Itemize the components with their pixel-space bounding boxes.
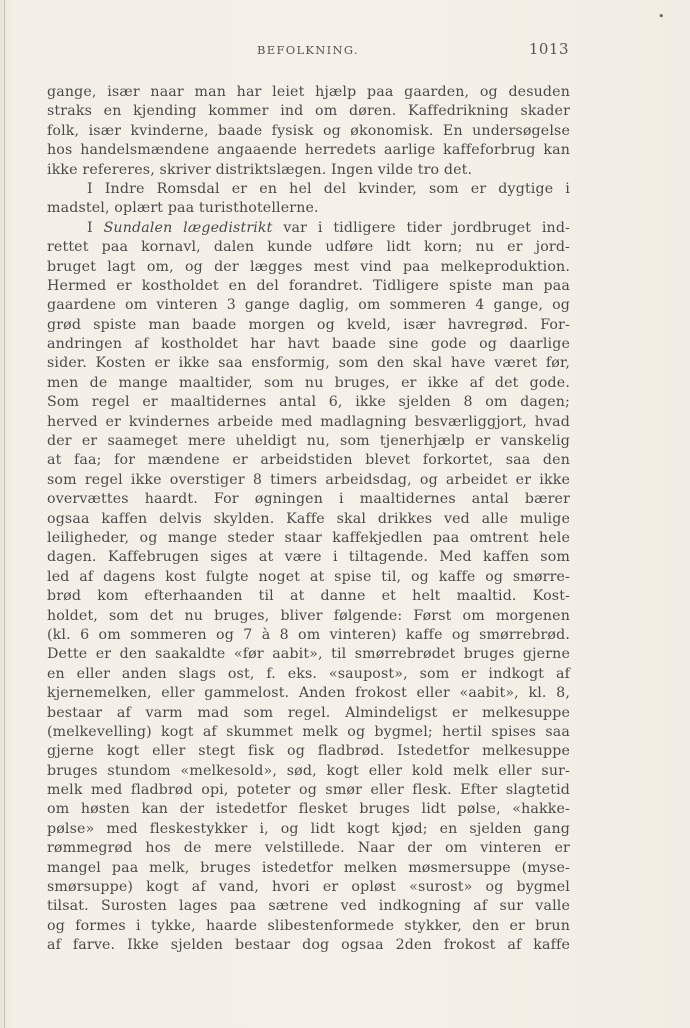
- text-line: af farve. Ikke sjelden bestaar dog ogsaa 2den frokost af kaffe: [47, 937, 570, 954]
- text-line: der er saameget mere uheldigt nu, som tjenerhjælp er vanskelig: [47, 433, 570, 450]
- text-line: leiligheder, og mange steder staar kaffekjedlen paa omtrent hele: [47, 529, 570, 546]
- text-line: om høsten kan der istedetfor flesket bruges lidt pølse, «hakke-: [47, 801, 570, 818]
- text-line: gange, især naar man har leiet hjælp paa gaarden, og desuden: [47, 84, 570, 100]
- text-line: madstel, oplært paa turisthotellerne.: [47, 200, 319, 217]
- text-line-segment: var i tidligere tider jordbruget ind-: [272, 219, 571, 236]
- text-line: ogsaa kaffen delvis skylden. Kaffe skal drikkes ved alle mulige: [47, 510, 570, 527]
- text-line: og formes i tykke, haarde slibestenformede stykker, den er brun: [47, 917, 570, 934]
- text-line: som regel ikke overstiger 8 timers arbeidsdag, og arbeidet er ikke: [47, 471, 570, 488]
- body-text: [47, 83, 570, 956]
- text-line: en eller anden slags ost, f. eks. «saupost», som er indkogt af: [47, 665, 570, 682]
- text-line: gaardene om vinteren 3 gange daglig, om sommeren 4 gange, og: [47, 297, 570, 314]
- text-line: bruges stundom «melkesold», sød, kogt eller kold melk eller sur-: [47, 762, 570, 779]
- text-line: Dette er den saakaldte «før aabit», til smørrebrødet bruges gjerne: [47, 646, 570, 663]
- text-line: gjerne kogt eller stegt fisk og fladbrød. Istedetfor melkesuppe: [47, 743, 570, 760]
- running-head: BEFOLKNING.: [257, 43, 359, 57]
- text-line: herved er kvindernes arbeide med madlagning besværliggjort, hvad: [47, 413, 570, 430]
- text-line: led af dagens kost fulgte noget at spise til, og kaffe og smørre-: [47, 568, 570, 585]
- text-line: folk, især kvinderne, baade fysisk og økonomisk. En undersøgelse: [47, 122, 570, 139]
- text-line: hos handelsmændene angaaende herredets aarlige kaffeforbrug kan: [47, 142, 570, 159]
- text-line: brød kom efterhaanden til at danne et helt maaltid. Kost-: [47, 588, 570, 605]
- text-line: bestaar af varm mad som regel. Almindeligst er melkesuppe: [47, 704, 570, 721]
- page-gutter-edge: [4, 0, 5, 1028]
- corner-mark: •: [658, 10, 665, 23]
- text-line: grød spiste man baade morgen og kveld, især havregrød. For-: [47, 316, 570, 333]
- page-number: 1013: [528, 40, 569, 58]
- text-line: men de mange maaltider, som nu bruges, er ikke af det gode.: [47, 374, 570, 391]
- text-line: I Indre Romsdal er en hel del kvinder, som er dygtige i: [87, 180, 570, 197]
- text-line-segment: I: [87, 219, 104, 236]
- text-line: Som regel er maaltidernes antal 6, ikke sjelden 8 om dagen;: [47, 394, 570, 411]
- text-line: straks en kjending kommer ind om døren. Kaffedrikning skader: [47, 103, 570, 120]
- text-line: tilsat. Surosten lages paa sætrene ved indkogning af sur valle: [47, 898, 570, 915]
- italic-place-name: Sundalen lægedistrikt: [103, 219, 273, 236]
- text-line: bruget lagt om, og der lægges mest vind paa melkeproduktion.: [47, 258, 570, 275]
- text-line: at faa; for mændene er arbeidstiden blevet forkortet, saa den: [47, 452, 570, 469]
- text-line: mangel paa melk, bruges istedetfor melken møsmersuppe (myse-: [47, 859, 570, 876]
- text-line: ikke refereres, skriver distriktslægen. Ingen vilde tro det.: [47, 161, 473, 178]
- text-line: rømmegrød hos de mere velstillede. Naar der om vinteren er: [47, 840, 570, 857]
- text-line: (kl. 6 om sommeren og 7 à 8 om vinteren) kaffe og smørrebrød.: [47, 626, 570, 643]
- text-line: overvættes haardt. For øgningen i maaltidernes antal bærer: [47, 491, 570, 508]
- text-line: [47, 219, 570, 238]
- text-line: dagen. Kaffebrugen siges at være i tiltagende. Med kaffen som: [47, 549, 570, 566]
- text-line: pølse» med fleskestykker i, og lidt kogt kjød; en sjelden gang: [47, 820, 570, 837]
- text-line: sider. Kosten er ikke saa ensformig, som den skal have været før,: [47, 355, 570, 372]
- text-line: (melkevelling) kogt af skummet melk og bygmel; hertil spises saa: [47, 723, 570, 740]
- text-line: andringen af kostholdet har havt baade sine gode og daarlige: [47, 336, 570, 353]
- text-line: kjernemelken, eller gammelost. Anden frokost eller «aabit», kl. 8,: [47, 685, 570, 702]
- text-line: smørsuppe) kogt af vand, hvori er opløst «surost» og bygmel: [47, 879, 570, 896]
- text-line: Hermed er kostholdet en del forandret. Tidligere spiste man paa: [47, 277, 570, 294]
- page-header: [47, 40, 573, 60]
- text-line: melk med fladbrød opi, poteter og smør eller flesk. Efter slagtetid: [47, 782, 570, 799]
- text-line: rettet paa kornavl, dalen kunde udføre lidt korn; nu er jord-: [47, 239, 570, 256]
- text-line: holdet, som det nu bruges, bliver følgende: Først om morgenen: [47, 607, 570, 624]
